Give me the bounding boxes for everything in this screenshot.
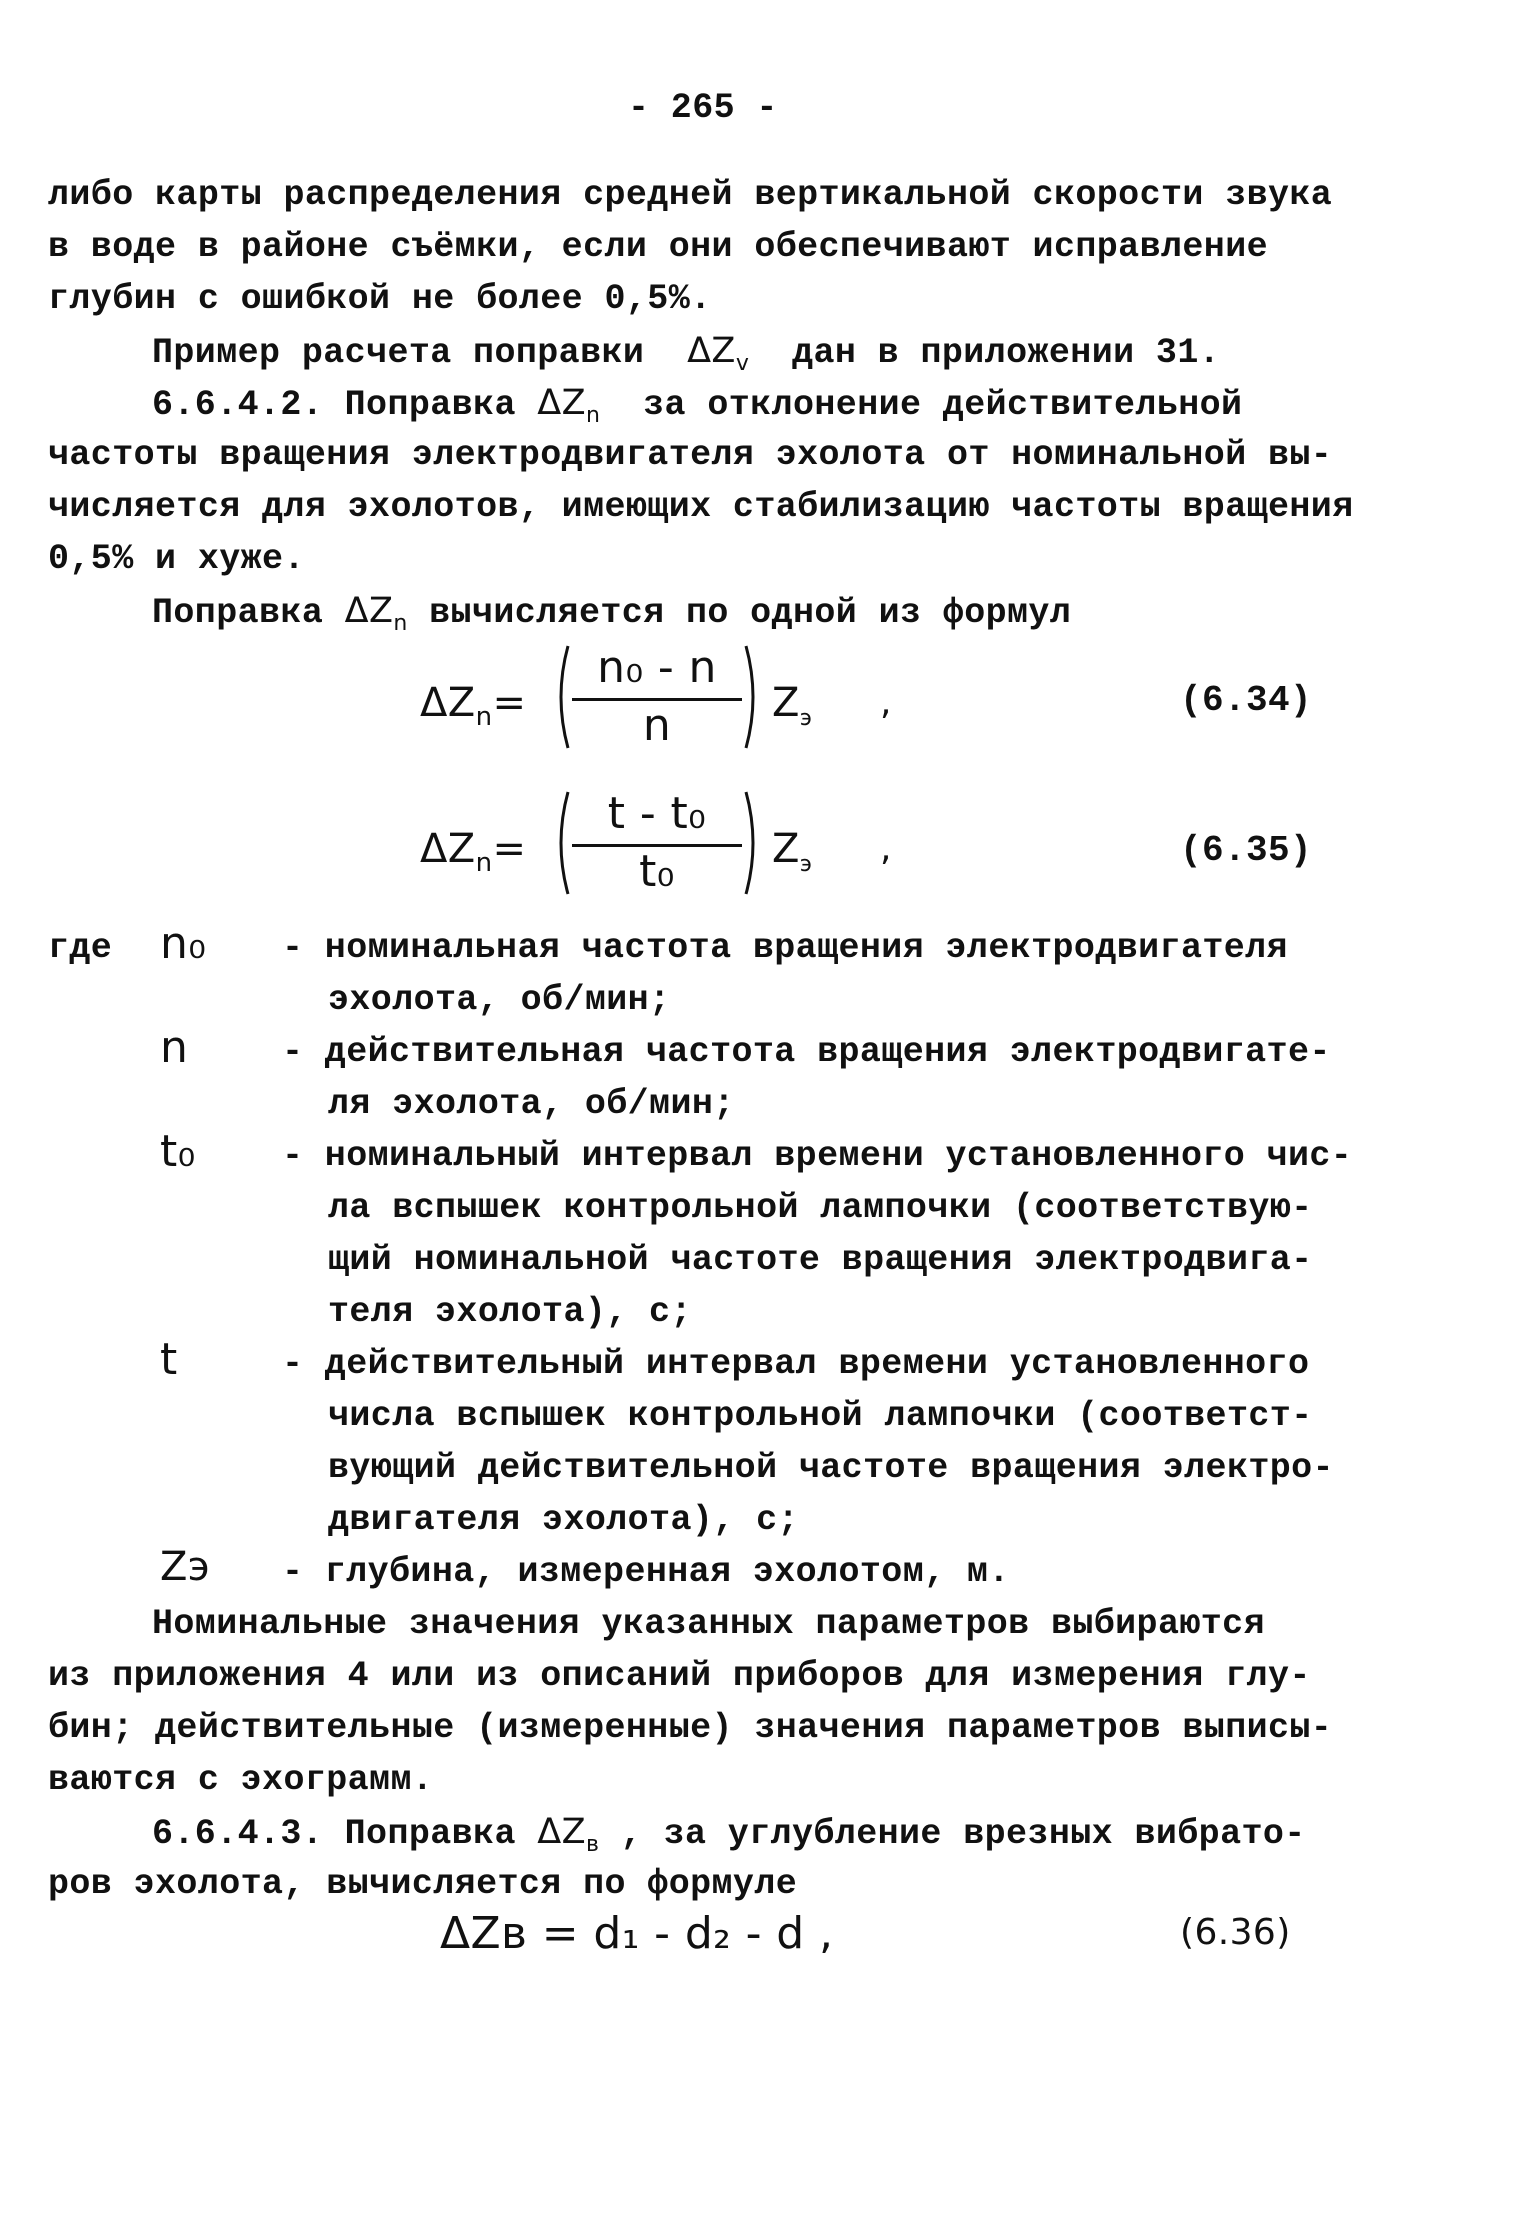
eq635-denominator: t₀	[639, 846, 675, 897]
s642-symbol: ΔZ	[537, 383, 586, 423]
eq636-number: (6.36)	[1180, 1912, 1291, 1953]
def-t0-line-4: теля эхолота), с;	[328, 1292, 692, 1332]
example-sub: v	[735, 351, 750, 376]
s643-lead: 6.6.4.3. Поправка	[152, 1814, 516, 1854]
s642-line-1: частоты вращения электродвигателя эхолота от номинальной вы-	[48, 435, 1333, 475]
eq634-lhs: ΔZ	[420, 680, 476, 726]
eq635-lhs: ΔZ	[420, 826, 476, 872]
where-label: где	[48, 928, 113, 968]
para1-line-2: в воде в районе съёмки, если они обеспечивают исправление	[48, 227, 1268, 267]
example-after: дан в приложении 31.	[792, 333, 1221, 373]
s643-rest: , за углубление врезных вибрато-	[620, 1814, 1306, 1854]
s643-sub: в	[586, 1832, 600, 1857]
formula-intro-symbol: ΔZ	[344, 591, 394, 631]
def-n-line-1: - действительная частота вращения электродвигате-	[282, 1032, 1331, 1072]
s642-line-3: 0,5% и хуже.	[48, 539, 305, 579]
eq635-comma: ,	[880, 828, 892, 869]
s642-sub: n	[586, 403, 601, 428]
formula-intro-after: вычисляется по одной из формул	[429, 593, 1072, 633]
equation-6-35	[420, 788, 920, 898]
eq635-rhs-sub: э	[799, 852, 813, 877]
nominal-line-2: из приложения 4 или из описаний приборов для измерения глу-	[48, 1656, 1311, 1696]
formula-intro-sub: n	[393, 611, 408, 636]
eq635-equals: =	[492, 826, 527, 872]
def-t-line-2: числа вспышек контрольной лампочки (соответст-	[328, 1396, 1313, 1436]
nominal-line-1: Номинальные значения указанных параметров выбираются	[152, 1604, 1265, 1644]
nominal-line-4: ваются с эхограмм.	[48, 1760, 434, 1800]
eq634-lhs-sub: n	[475, 702, 493, 732]
example-symbol: ΔZ	[687, 331, 736, 371]
example-line	[152, 331, 1220, 376]
eq634-left-paren	[552, 642, 572, 752]
eq634-right-paren	[742, 642, 762, 752]
def-t-line-1: - действительный интервал времени установленного	[282, 1344, 1310, 1384]
equation-6-34	[420, 642, 920, 752]
s643-heading	[152, 1812, 1306, 1857]
def-symbol-n0: n₀	[160, 918, 207, 969]
def-t0-line-3: щий номинальной частоте вращения электродвига-	[328, 1240, 1313, 1280]
def-t0-line-2: ла вспышек контрольной лампочки (соответствую-	[328, 1188, 1313, 1228]
eq635-lhs-sub: n	[475, 848, 493, 878]
def-t-line-4: двигателя эхолота), с;	[328, 1500, 799, 1540]
eq634-numerator: n₀ - n	[597, 642, 717, 693]
eq634-comma: ,	[880, 682, 892, 723]
formula-intro-before: Поправка	[152, 593, 324, 633]
example-before: Пример расчета поправки	[152, 333, 645, 373]
def-t-line-3: вующий действительной частоте вращения электро-	[328, 1448, 1334, 1488]
s643-line-2: ров эхолота, вычисляется по формуле	[48, 1864, 798, 1904]
s642-rest: за отклонение действительной	[643, 385, 1243, 425]
eq635-number: (6.35)	[1180, 830, 1313, 871]
page-number: - 265 -	[628, 88, 778, 128]
def-symbol-n: n	[160, 1022, 189, 1073]
eq634-equals: =	[492, 680, 527, 726]
eq634-rhs-sub: э	[799, 706, 813, 731]
eq634-number: (6.34)	[1180, 680, 1313, 721]
def-n0-line-2: эхолота, об/мин;	[328, 980, 671, 1020]
eq634-rhs: Z	[772, 680, 800, 726]
def-n-line-2: ля эхолота, об/мин;	[328, 1084, 735, 1124]
eq635-numerator: t - t₀	[607, 788, 707, 839]
para1-line-3: глубин с ошибкой не более 0,5%.	[48, 279, 712, 319]
para1-line-1: либо карты распределения средней вертикальной скорости звука	[48, 175, 1333, 215]
formula-intro	[152, 591, 1071, 636]
equation-6-36: ΔZв = d₁ - d₂ - d ,	[440, 1908, 834, 1959]
s642-lead: 6.6.4.2. Поправка	[152, 385, 516, 425]
s642-line-2: числяется для эхолотов, имеющих стабилизацию частоты вращения	[48, 487, 1354, 527]
def-ze-line-1: - глубина, измеренная эхолотом, м.	[282, 1552, 1010, 1592]
eq635-rhs: Z	[772, 826, 800, 872]
def-t0-line-1: - номинальный интервал времени установленного чис-	[282, 1136, 1353, 1176]
def-symbol-t0: t₀	[160, 1126, 196, 1177]
s643-symbol: ΔZ	[537, 1812, 586, 1852]
def-n0-line-1: - номинальная частота вращения электродвигателя	[282, 928, 1288, 968]
s642-heading	[152, 383, 1242, 428]
def-symbol-ze: Zэ	[160, 1544, 211, 1590]
eq635-right-paren	[742, 788, 762, 898]
def-symbol-t: t	[160, 1334, 178, 1385]
eq635-left-paren	[552, 788, 572, 898]
nominal-line-3: бин; действительные (измеренные) значения параметров выписы-	[48, 1708, 1333, 1748]
eq634-denominator: n	[642, 700, 672, 751]
